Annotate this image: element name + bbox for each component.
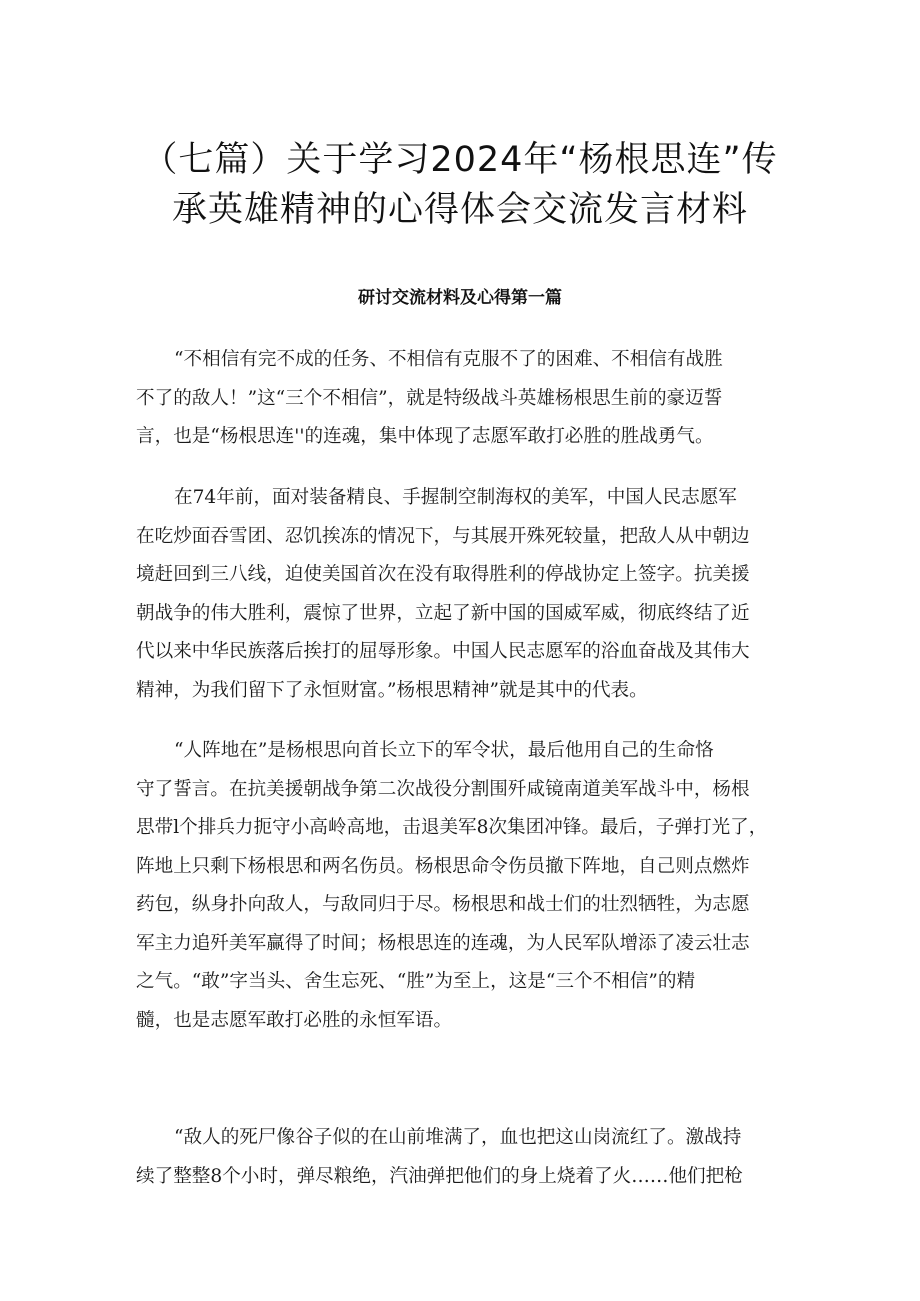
- text-line: 在吃炒面吞雪团、忍饥挨冻的情况下，与其展开殊死较量，把敌人从中朝边: [136, 525, 750, 547]
- text-line: “敌人的死尸像谷子似的在山前堆满了，血也把这山岗流红了。激战持: [174, 1127, 742, 1148]
- title-line: （七篇）关于学习2024年“杨根思连”传: [142, 140, 778, 181]
- text-line: 在74年前，面对装备精良、手握制空制海权的美军，中国人民志愿军: [174, 487, 737, 508]
- paragraph: [136, 1119, 796, 1196]
- paragraph: [136, 479, 796, 710]
- text-line: 军主力追歼美军赢得了时间；杨根思连的连魂，为人民军队增添了凌云壮志: [136, 932, 750, 954]
- text-line: 思带l个排兵力扼守小高岭高地，击退美军8次集团冲锋。最后，子弹打光了，: [136, 817, 768, 838]
- document-title: [120, 135, 800, 235]
- title-line: 承英雄精神的心得体会交流发言材料: [171, 190, 748, 231]
- text-line: 代以来中华民族落后挨打的屈辱形象。中国人民志愿军的浴血奋战及其伟大: [136, 641, 750, 662]
- text-line: 不了的敌人！”这“三个不相信”，就是特级战斗英雄杨根思生前的豪迈誓: [136, 387, 723, 409]
- text-line: 之气。“敢”字当头、舍生忘死、“胜”为至上，这是“三个不相信”的精: [136, 971, 696, 992]
- paragraph: [136, 732, 796, 1040]
- text-line: 言，也是“杨根思连''的连魂，集中体现了志愿军敢打必胜的胜战勇气。: [136, 426, 714, 447]
- text-line: 朝战争的伟大胜利，震惊了世界，立起了新中国的国威军威，彻底终结了近: [136, 602, 750, 624]
- text-line: 续了整整8个小时，弹尽粮绝，汽油弹把他们的身上烧着了火……他们把枪: [136, 1165, 743, 1187]
- text-line: “不相信有完不成的任务、不相信有克服不了的困难、不相信有战胜: [174, 349, 723, 370]
- text-line: 守了誓言。在抗美援朝战争第二次战役分割围歼咸镜南道美军战斗中，杨根: [136, 778, 750, 800]
- text-line: 阵地上只剩下杨根思和两名伤员。杨根思命令伤员撤下阵地，自己则点燃炸: [136, 855, 750, 877]
- text-line: 髓，也是志愿军敢打必胜的永恒军语。: [136, 1009, 453, 1031]
- text-line: “人阵地在”是杨根思向首长立下的军令状，最后他用自己的生命恪: [174, 740, 714, 761]
- paragraph: [136, 341, 796, 457]
- text-line: 药包，纵身扑向敌人，与敌同归于尽。杨根思和战士们的壮烈牺牲，为志愿: [136, 894, 750, 915]
- section-heading: 研讨交流材料及心得第一篇: [358, 288, 562, 308]
- text-line: 境赶回到三八线，迫使美国首次在没有取得胜利的停战协定上签字。抗美援: [136, 564, 750, 585]
- text-line: 精神，为我们留下了永恒财富。”杨根思精神”就是其中的代表。: [136, 679, 648, 701]
